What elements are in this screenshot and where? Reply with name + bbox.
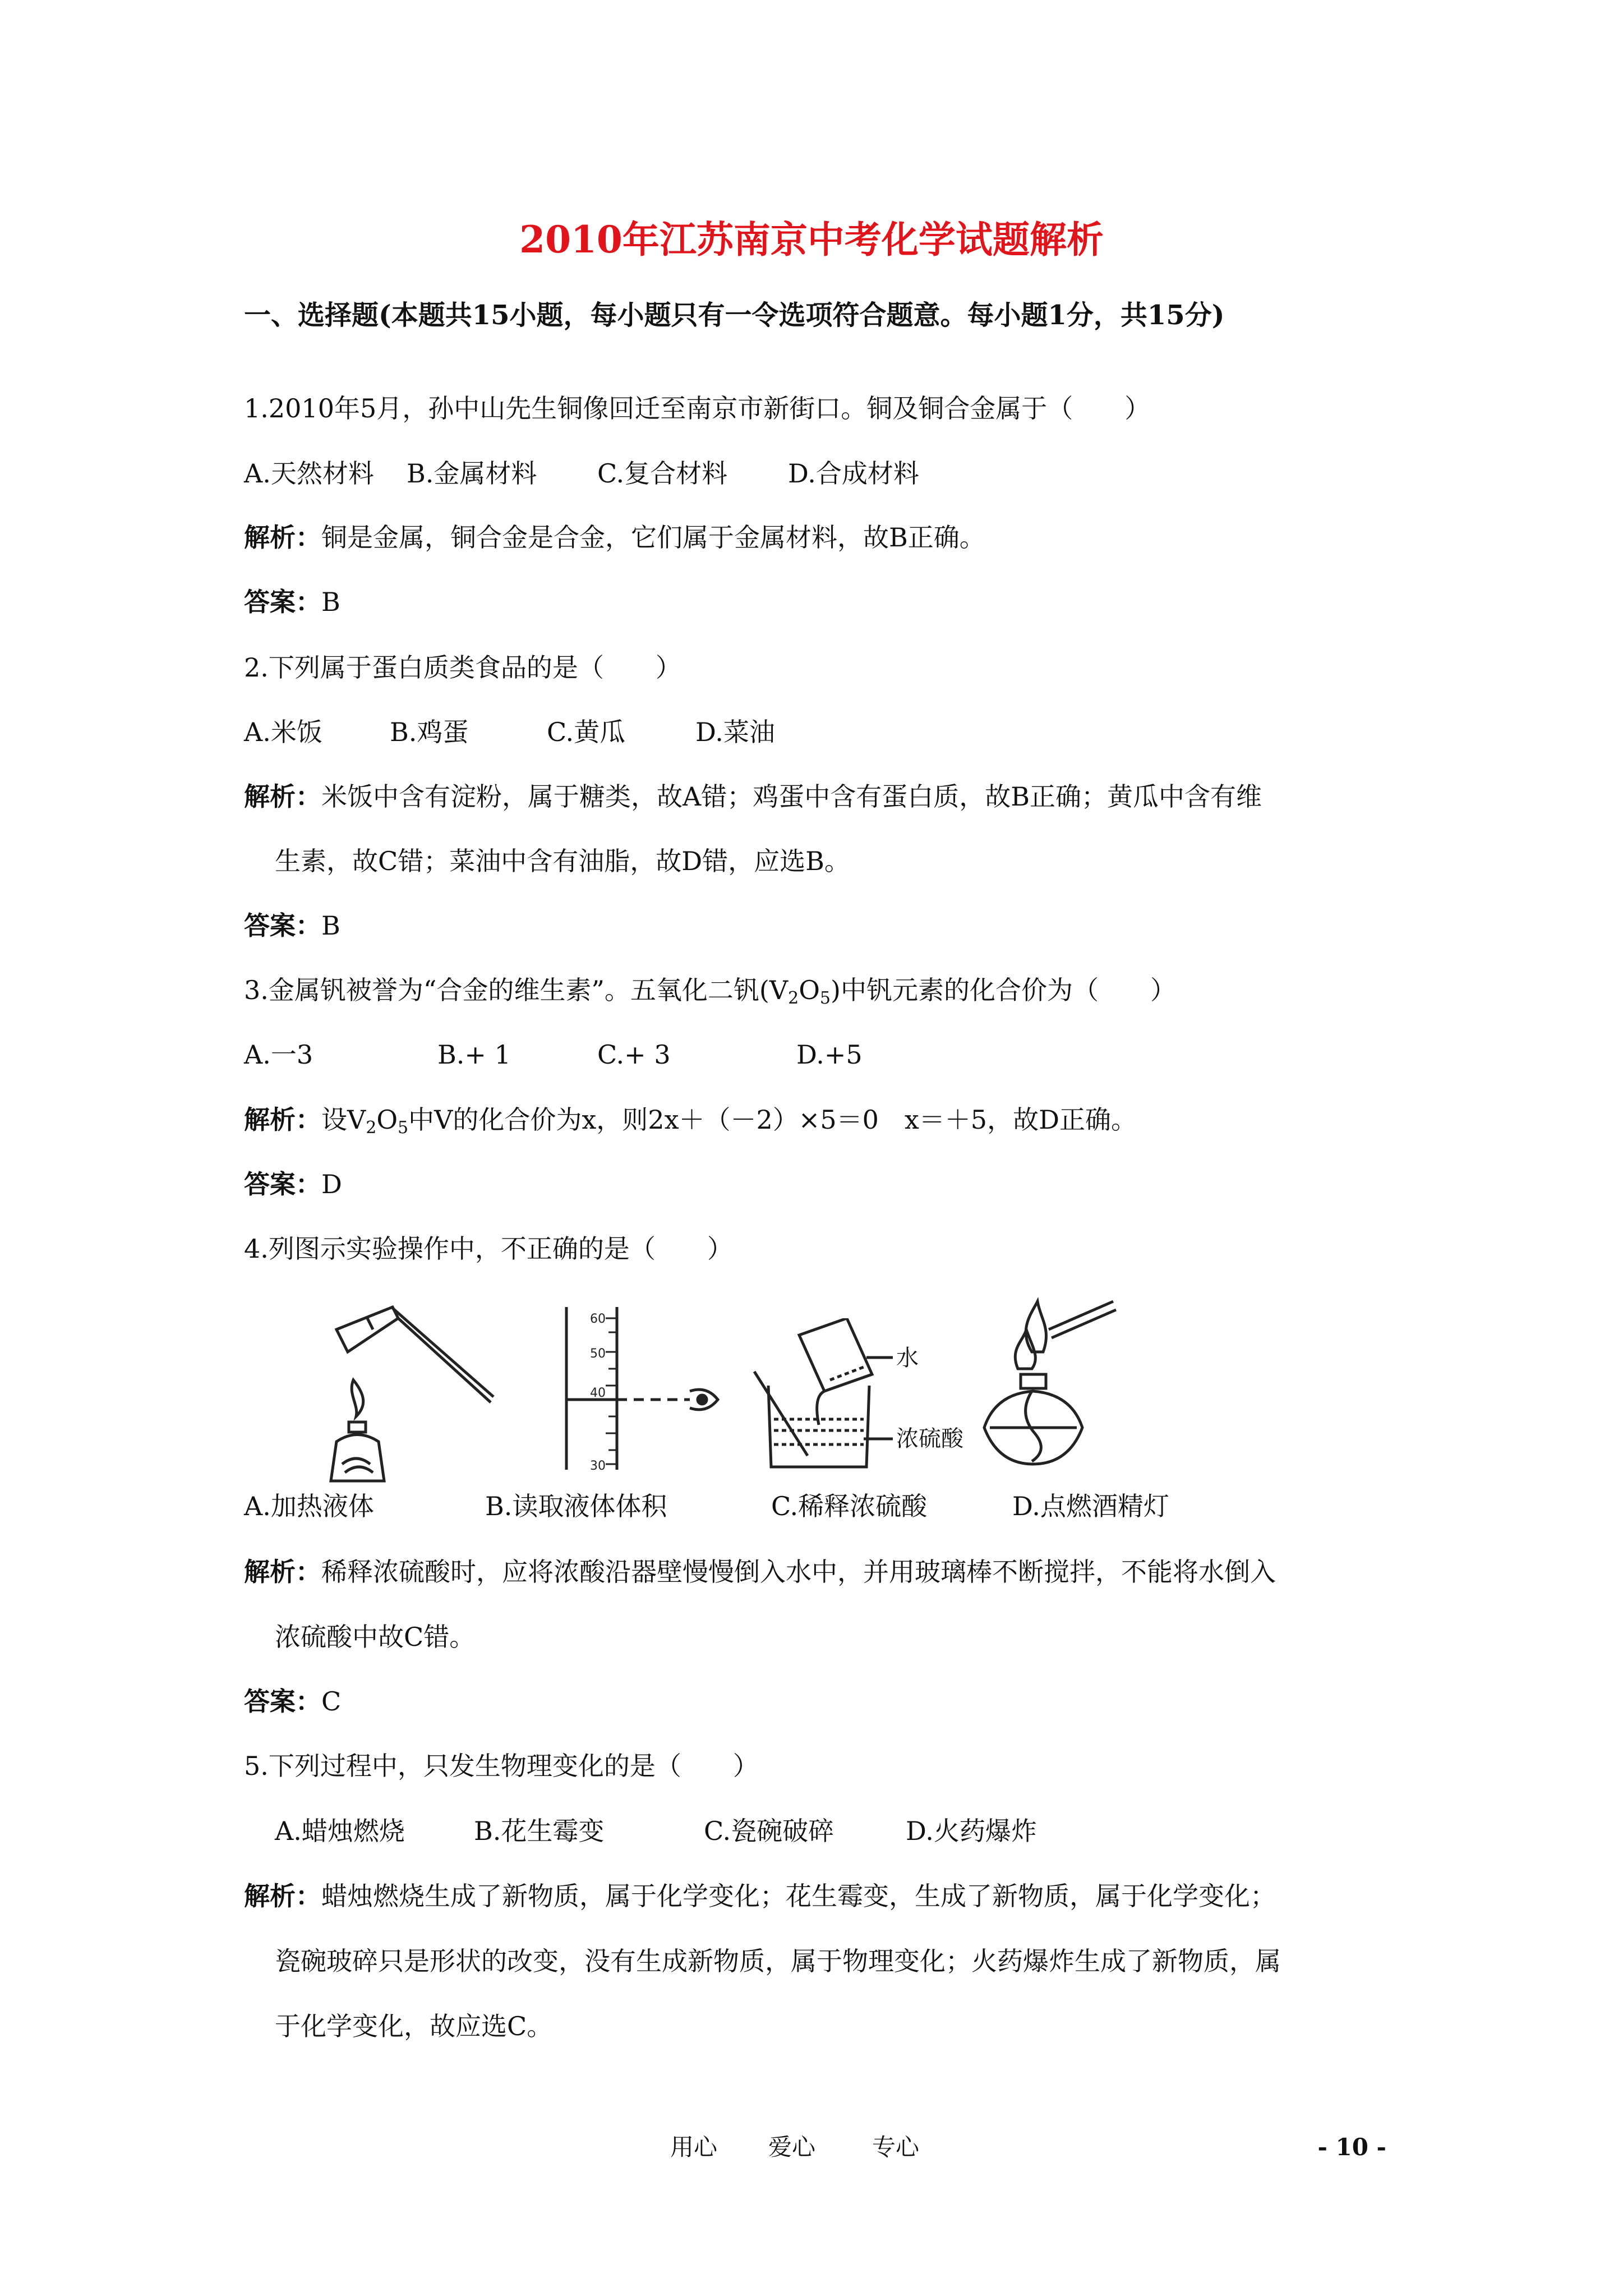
subscript: 5 bbox=[819, 988, 831, 1008]
q3-stem-text: O bbox=[799, 975, 820, 1005]
q5-stem: 5.下列过程中，只发生物理变化的是（ ） bbox=[244, 1751, 759, 1781]
q2-options bbox=[244, 715, 775, 749]
subscript: 2 bbox=[788, 988, 799, 1008]
answer-label: 答案： bbox=[244, 1169, 321, 1199]
q5-option-a: A.蜡烛燃烧 bbox=[275, 1816, 405, 1846]
analysis-label: 解析： bbox=[244, 522, 321, 553]
q1-option-b: B.金属材料 bbox=[407, 458, 537, 489]
figure-reading-volume bbox=[555, 1307, 740, 1475]
q4-option-b: B.读取液体体积 bbox=[485, 1491, 667, 1521]
q4-answer bbox=[244, 1685, 341, 1718]
q5-analysis-line-1 bbox=[244, 1879, 1276, 1913]
q4-answer-text: C bbox=[321, 1686, 342, 1717]
tick-label: 40 bbox=[590, 1386, 606, 1400]
q5-option-d: D.火药爆炸 bbox=[906, 1816, 1037, 1846]
q3-stem-text: 3.金属钒被誉为“合金的维生素”。五氧化二钒(V bbox=[244, 975, 789, 1005]
q3-analysis bbox=[244, 1103, 1137, 1137]
q2-analysis-line-1 bbox=[244, 780, 1262, 813]
figure-alcohol-lamp bbox=[979, 1296, 1124, 1475]
q3-answer bbox=[244, 1167, 342, 1201]
q5-analysis-text-1: 蜡烛燃烧生成了新物质，属于化学变化；花生霉变，生成了新物质，属于化学变化； bbox=[321, 1881, 1276, 1911]
q4-analysis-line-1 bbox=[244, 1555, 1276, 1589]
tick-label: 30 bbox=[590, 1459, 606, 1473]
footer-motto-1: 用心 bbox=[670, 2133, 718, 2161]
q5-analysis-line-2: 瓷碗玻碎只是形状的改变，没有生成新物质，属于物理变化；火药爆炸生成了新物质，属 bbox=[275, 1946, 1281, 1976]
figure-diluting-acid bbox=[746, 1318, 970, 1475]
answer-label: 答案： bbox=[244, 1686, 321, 1717]
q2-answer-text: B bbox=[321, 910, 340, 941]
tick-label: 50 bbox=[590, 1347, 606, 1361]
acid-label: 浓硫酸 bbox=[896, 1426, 963, 1452]
q1-analysis bbox=[244, 521, 985, 554]
q3-option-b: B.+ 1 bbox=[437, 1039, 511, 1070]
figure-heating-liquid bbox=[314, 1296, 499, 1487]
answer-label: 答案： bbox=[244, 587, 321, 617]
q3-analysis-text: 设V bbox=[321, 1105, 366, 1135]
q4-stem: 4.列图示实验操作中，不正确的是（ ） bbox=[244, 1234, 733, 1264]
analysis-label: 解析： bbox=[244, 1557, 321, 1587]
analysis-label: 解析： bbox=[244, 1105, 321, 1135]
q2-option-b: B.鸡蛋 bbox=[390, 717, 469, 747]
q5-analysis-line-3: 于化学变化，故应选C。 bbox=[275, 2011, 553, 2041]
q4-analysis-line-2: 浓硫酸中故C错。 bbox=[275, 1622, 476, 1652]
q3-option-d: D.+5 bbox=[796, 1039, 863, 1070]
q1-answer-text: B bbox=[321, 587, 340, 617]
q2-option-d: D.菜油 bbox=[695, 717, 775, 747]
q3-analysis-text: O bbox=[376, 1105, 398, 1135]
analysis-label: 解析： bbox=[244, 781, 321, 812]
analysis-label: 解析： bbox=[244, 1881, 321, 1911]
q3-option-a: A.一3 bbox=[244, 1039, 313, 1070]
q5-options bbox=[275, 1814, 1037, 1848]
q4-option-d: D.点燃酒精灯 bbox=[1012, 1491, 1169, 1521]
q3-answer-text: D bbox=[321, 1169, 342, 1199]
q2-analysis-line-2: 生素，故C错；菜油中含有油脂，故D错，应选B。 bbox=[275, 846, 850, 876]
q2-answer bbox=[244, 909, 340, 942]
subscript: 2 bbox=[366, 1118, 377, 1138]
q1-options bbox=[244, 457, 919, 490]
answer-label: 答案： bbox=[244, 910, 321, 941]
q1-option-a: A.天然材料 bbox=[244, 458, 374, 489]
q4-option-c: C.稀释浓硫酸 bbox=[771, 1491, 928, 1521]
q2-stem: 2.下列属于蛋白质类食品的是（ ） bbox=[244, 652, 681, 683]
water-label: 水 bbox=[896, 1345, 919, 1371]
q4-option-a: A.加热液体 bbox=[244, 1491, 374, 1521]
q5-option-c: C.瓷碗破碎 bbox=[704, 1816, 834, 1846]
q4-options bbox=[244, 1489, 1169, 1523]
q3-options bbox=[244, 1038, 863, 1071]
subscript: 5 bbox=[398, 1118, 409, 1138]
q2-option-c: C.黄瓜 bbox=[547, 717, 626, 747]
page-number: - 10 - bbox=[1317, 2133, 1386, 2161]
q5-option-b: B.花生霉变 bbox=[474, 1816, 605, 1846]
q3-analysis-text: 中V的化合价为x，则2x＋（－2）×5＝0 x＝＋5，故D正确。 bbox=[408, 1105, 1137, 1135]
q1-answer bbox=[244, 585, 340, 619]
q2-option-a: A.米饭 bbox=[244, 717, 322, 747]
footer-motto-2: 爱心 bbox=[768, 2133, 816, 2161]
tick-label: 60 bbox=[590, 1312, 606, 1326]
page-title: 2010年江苏南京中考化学试题解析 bbox=[519, 218, 1104, 261]
q3-stem-text: )中钒元素的化合价为（ ） bbox=[831, 975, 1176, 1005]
footer-motto-3: 专心 bbox=[872, 2133, 920, 2161]
q1-option-d: D.合成材料 bbox=[788, 458, 919, 489]
q1-option-c: C.复合材料 bbox=[597, 458, 728, 489]
q3-option-c: C.+ 3 bbox=[597, 1039, 671, 1070]
q2-analysis-text-1: 米饭中含有淀粉，属于糖类，故A错；鸡蛋中含有蛋白质，故B正确；黄瓜中含有维 bbox=[321, 781, 1262, 812]
q1-analysis-text: 铜是金属，铜合金是合金，它们属于金属材料，故B正确。 bbox=[321, 522, 985, 553]
section-heading: 一、选择题(本题共15小题，每小题只有一令选项符合题意。每小题1分，共15分) bbox=[244, 300, 1225, 331]
q1-stem: 1.2010年5月，孙中山先生铜像回迁至南京市新街口。铜及铜合金属于（ ） bbox=[244, 393, 1151, 424]
q3-stem bbox=[244, 973, 1176, 1007]
q4-analysis-text-1: 稀释浓硫酸时，应将浓酸沿器壁慢慢倒入水中，并用玻璃棒不断搅拌，不能将水倒入 bbox=[321, 1557, 1276, 1587]
